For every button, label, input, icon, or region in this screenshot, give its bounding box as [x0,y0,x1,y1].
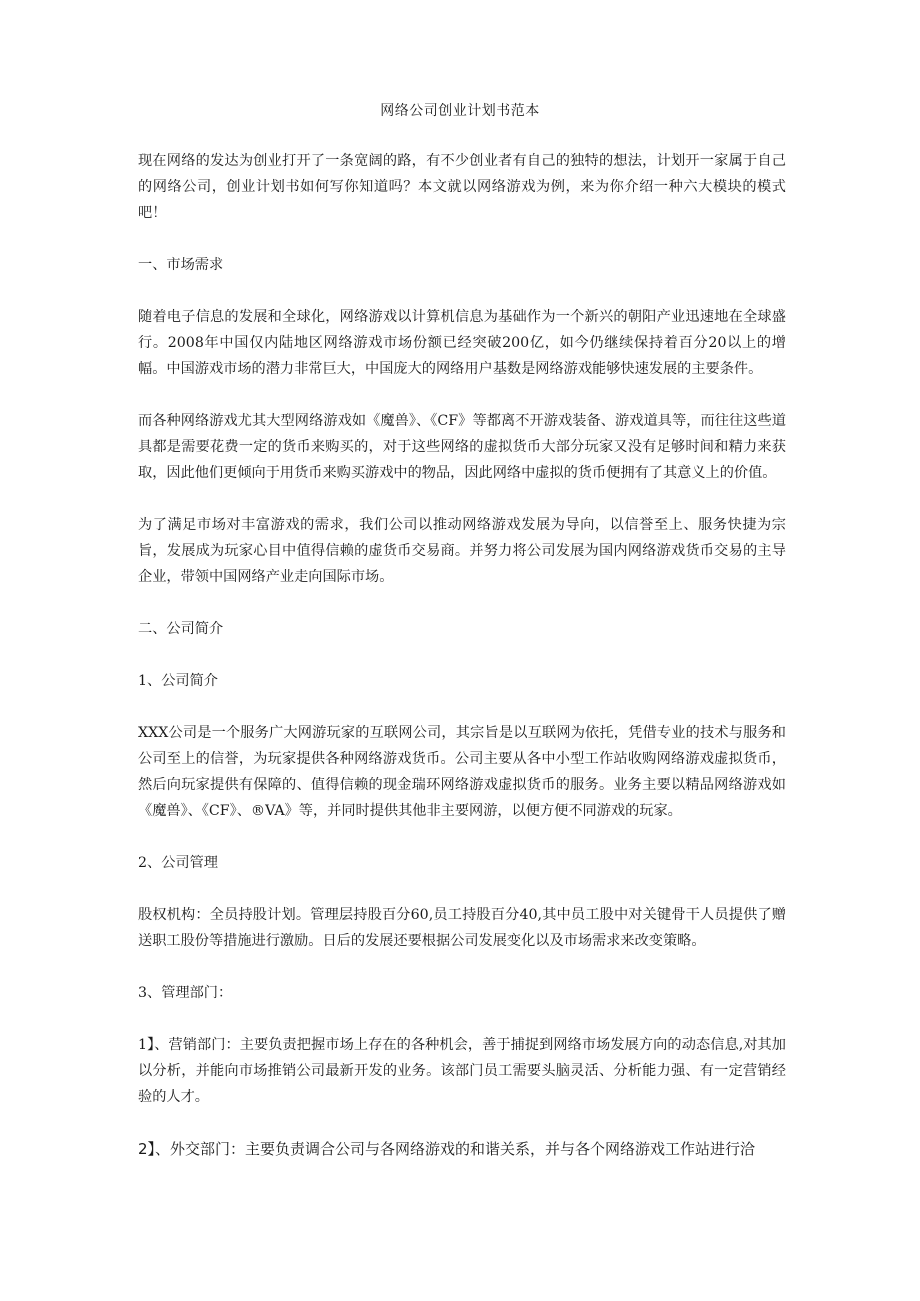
subheading-departments: 3、管理部门： [138,985,233,1001]
subheading-company-intro: 1、公司简介 [138,673,218,689]
management-paragraph: 股权机构：全员持股计划。管理层持股百分60,员工持股百分40,其中员工股中对关键骨干人员提供了赠送职工股份等措施进行激励。日后的发展还要根据公司发展变化以及市场需求来改变策略。 [138,907,786,949]
section-heading-market: 一、市场需求 [138,257,224,273]
company-intro-paragraph: XXX公司是一个服务广大网游玩家的互联网公司，其宗旨是以互联网为依托，凭借专业的技术与服务和公司至上的信誉，为玩家提供各种网络游戏货币。公司主要从各中小型工作站收购网络游戏虚拟货币，然后向玩家提供有保障的、值得信赖的现金瑞环网络游戏虚拟货币的服务。业务主要以精品网络游戏如《魔兽》、《CF》、®VA》等，并同时提供其他非主要网游，以便方便不同游戏的玩家。 [138,725,786,819]
department-external-paragraph: 2】、外交部门：主要负责调合公司与各网络游戏的和谐关系，并与各个网络游戏工作站进行洽 [138,1140,756,1158]
subheading-company-management: 2、公司管理 [138,855,218,871]
intro-paragraph: 现在网络的发达为创业打开了一条宽阔的路，有不少创业者有自己的独特的想法，计划开一家属于自己的网络公司，创业计划书如何写你知道吗？本文就以网络游戏为例，来为你介绍一种六大模块的模式吧！ [138,153,786,221]
department-marketing-paragraph: 1】、营销部门：主要负责把握市场上存在的各种机会，善于捕捉到网络市场发展方向的动态信息,对其加以分析，并能向市场推销公司最新开发的业务。该部门员工需要头脑灵活、分析能力强、有一定营销经验的人才。 [138,1037,786,1105]
market-paragraph-1: 随着电子信息的发展和全球化，网络游戏以计算机信息为基础作为一个新兴的朝阳产业迅速地在全球盛行。2008年中国仅内陆地区网络游戏市场份额已经突破200亿，如今仍继续保持着百分20以上的增幅。中国游戏市场的潜力非常巨大，中国庞大的网络用户基数是网络游戏能够快速发展的主要条件。 [138,309,786,377]
section-heading-company: 二、公司简介 [138,621,224,637]
document-body [138,148,786,1188]
market-paragraph-3: 为了满足市场对丰富游戏的需求，我们公司以推动网络游戏发展为导向，以信誉至上、服务快捷为宗旨，发展成为玩家心目中值得信赖的虚货币交易商。并努力将公司发展为国内网络游戏货币交易的主导企业，带领中国网络产业走向国际市场。 [138,517,786,585]
document-title: 网络公司创业计划书范本 [380,103,540,119]
market-paragraph-2: 而各种网络游戏尤其大型网络游戏如《魔兽》、《CF》等都离不开游戏装备、游戏道具等，而往往这些道具都是需要花费一定的货币来购买的，对于这些网络的虚拟货币大部分玩家又没有足够时间和精力来获取，因此他们更倾向于用货币来购买游戏中的物品，因此网络中虚拟的货币便拥有了其意义上的价值。 [138,413,786,481]
